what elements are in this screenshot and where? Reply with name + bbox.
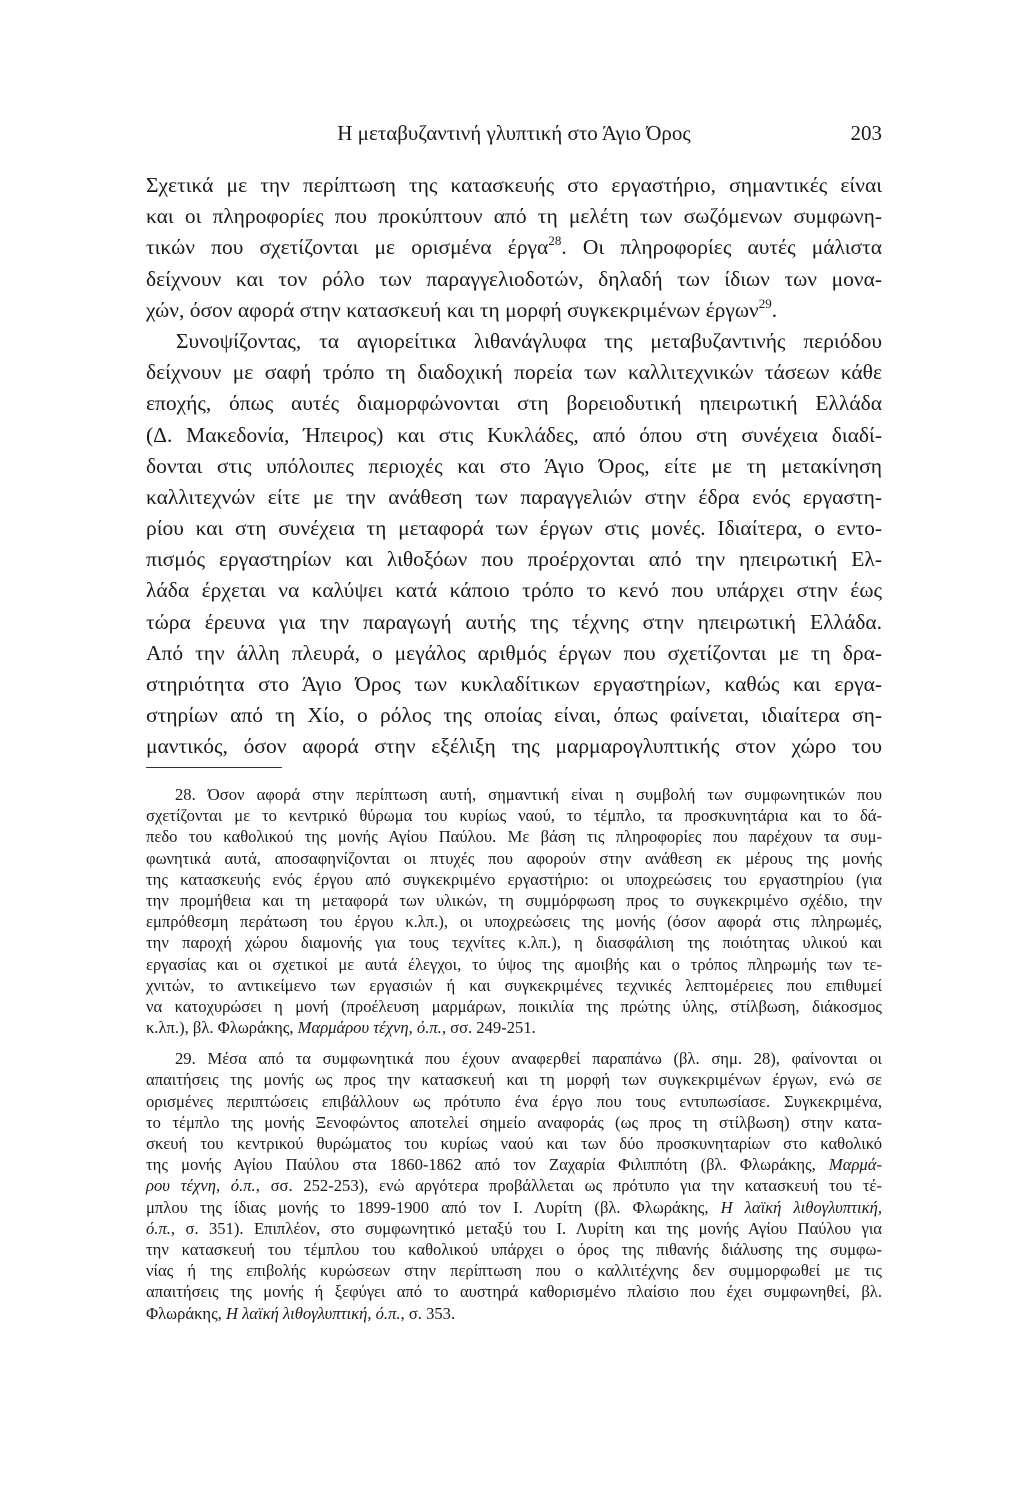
footnote-line: την παροχή χώρου διαμονής για τους τεχνίτες κ.λπ.), η διασφάλιση της ποιότητας υλικού και — [146, 933, 882, 953]
footnote-line: την κατασκευή του τέμπλου του καθολικού υπάρχει ο όρος της πιθανής διάλυσης της συμφω- — [146, 1239, 882, 1259]
text-line: λάδα έρχεται να καλύψει κατά κάποιο τρόπο το κενό που υπάρχει στην έως — [146, 578, 882, 603]
footnote-line: πεδο του καθολικού της μονής Αγίου Παύλου. Με βάση τις πληροφορίες που παρέχουν τα συμ- — [146, 827, 882, 847]
text-line: χών, όσον αφορά στην κατασκευή και τη μορφή συγκεκριμένων έργων$^{29}$. — [146, 295, 778, 322]
footnote-line: ό.π., σ. 351). Επιπλέον, στο συμφωνητικό μεταξύ του Ι. Λυρίτη και της μονής Αγίου Παύλου για — [146, 1218, 882, 1238]
footnote-line: το τέμπλο της μονής Ξενοφώντος αποτελεί σημείο αναφοράς (ως προς τη στίλβωση) στην κατα- — [146, 1112, 882, 1132]
footnote-line: ορισμένες περιπτώσεις επιβάλλουν ως πρότυπο ένα έργο που τους εντυπωσίασε. Συγκεκριμένα, — [146, 1091, 882, 1111]
footnote-line: την προμήθεια και τη μεταφορά των υλικών, τη συμμόρφωση προς το συγκεκριμένο σχέδιο, την — [146, 890, 882, 910]
footnote-line: ρου τέχνη, ό.π., σσ. 252-253), ενώ αργότερα προβάλλεται ως πρότυπο για την κατασκευή του τέ- — [146, 1176, 883, 1196]
text-line: μαντικός, όσον αφορά στην εξέλιξη της μαρμαρογλυπτικής στον χώρο του — [146, 734, 882, 759]
footnote-line: της μονής Αγίου Παύλου στα 1860-1862 από τον Ζαχαρία Φιλιππότη (βλ. Φλωράκης, Μαρμά- — [146, 1155, 882, 1175]
footnote-line: 29. Μέσα από τα συμφωνητικά που έχουν αναφερθεί παραπάνω (βλ. σημ. 28), φαίνονται οι — [175, 1049, 882, 1069]
page-number: 203 — [850, 121, 882, 145]
footnote-line: κ.λπ.), βλ. Φλωράκης, Μαρμάρου τέχνη, ό.π., σσ. 249-251. — [146, 1018, 536, 1038]
text-line: στηρίων από τη Χίο, ο ρόλος της οποίας είναι, όπως φαίνεται, ιδιαίτερα ση- — [146, 703, 882, 728]
footnote-ref-28[interactable]: 28 — [548, 233, 562, 249]
text-line: πισμός εργαστηρίων και λιθοξόων που προέρχονται από την ηπειρωτική Ελ- — [146, 547, 882, 572]
text-line: εποχής, όπως αυτές διαμορφώνονται στη βορειοδυτική ηπειρωτική Ελλάδα — [146, 391, 882, 416]
footnote-line: εμπρόθεσμη περάτωση του έργου κ.λπ.), οι υποχρεώσεις της μονής (όσον αφορά στις πληρωμές, — [146, 912, 882, 932]
text-line: και οι πληροφορίες που προκύπτουν από τη μελέτη των σωζόμενων συμφωνη- — [146, 204, 882, 229]
footnote-line: φωνητικά αυτά, αποσαφηνίζονται οι πτυχές που αφορούν στην ανάθεση εκ μέρους της μονής — [146, 848, 882, 868]
text-line: (Δ. Μακεδονία, Ήπειρος) και στις Κυκλάδες, από όπου στη συνέχεια διαδί- — [146, 422, 882, 447]
text-line: Συνοψίζοντας, τα αγιορείτικα λιθανάγλυφα της μεταβυζαντινής περιόδου — [176, 328, 882, 353]
footnote-line: σκευή του κεντρικού θυρώματος του κυρίως ναού και των δύο προσκυνηταρίων στο καθολικό — [146, 1134, 882, 1153]
footnote-line: Φλωράκης, Η λαϊκή λιθογλυπτική, ό.π., σ. 353. — [146, 1303, 456, 1323]
text-line: ρίου και στη συνέχεια τη μεταφορά των έργων στις μονές. Ιδιαίτερα, ο εντο- — [146, 516, 882, 541]
footnote-line: σχετίζονται με το κεντρικό θύρωμα του κυρίως ναού, το τέμπλο, τα προσκυνητάρια και το δά- — [146, 806, 882, 826]
main-text — [146, 170, 882, 763]
text-line: καλλιτεχνών είτε με την ανάθεση των παραγγελιών στην έδρα ενός εργαστη- — [146, 484, 882, 509]
footnote-separator — [146, 767, 282, 768]
text-line: Από την άλλη πλευρά, ο μεγάλος αριθμός έργων που σχετίζονται με τη δρα- — [146, 640, 882, 665]
footnote-line: απαιτήσεις της μονής ως προς την κατασκευή και τη μορφή των συγκεκριμένων έργων, ενώ σε — [146, 1070, 882, 1090]
text-line: Σχετικά με την περίπτωση της κατασκευής στο εργαστήριο, σημαντικές είναι — [146, 173, 882, 197]
footnote-ref-29[interactable]: 29 — [758, 295, 772, 311]
footnote-29 — [146, 1048, 882, 1323]
text-line: δείχνουν με σαφή τρόπο τη διαδοχική πορεία των καλλιτεχνικών τάσεων κάθε — [146, 360, 882, 385]
footnote-line: εργασίας και οι σχετικοί με αυτά έλεγχοι, το ύψος της αμοιβής και ο τρόπος πληρωμής των τε- — [146, 954, 882, 974]
footnote-line: χνιτών, το αντικείμενο των εργασιών ή και συγκεκριμένες τεχνικές λεπτομέρειες που επιθυμεί — [146, 975, 882, 995]
running-title: Η μεταβυζαντινή γλυπτική στο Άγιο Όρος — [337, 121, 691, 145]
footnote-line: της κατασκευής ενός έργου από συγκεκριμένο εργαστήριο: οι υποχρεώσεις του εργαστηρίου (για — [146, 869, 882, 889]
footnote-line: απαιτήσεις της μονής ή ξεφύγει από το αυστηρά καθορισμένο πλαίσιο που έχει συμφωνηθεί, βλ. — [146, 1282, 882, 1302]
footnote-28 — [146, 784, 882, 1038]
text-line: τικών που σχετίζονται με ορισμένα έργα$^{28}$. Οι πληροφορίες αυτές μάλιστα — [146, 233, 882, 260]
footnote-line: 28. Όσον αφορά στην περίπτωση αυτή, σημαντική είναι η συμβολή των συμφωνητικών που — [175, 785, 882, 804]
running-header — [146, 118, 882, 148]
footnote-line: νίας ή της επιβολής κυρώσεων στην περίπτωση που ο καλλιτέχνης δεν συμμορφωθεί με τις — [146, 1261, 882, 1281]
text-line: τώρα έρευνα για την παραγωγή αυτής της τέχνης στην ηπειρωτική Ελλάδα. — [146, 609, 882, 634]
text-line: στηριότητα στο Άγιο Όρος των κυκλαδίτικων εργαστηρίων, καθώς και εργα- — [146, 672, 882, 696]
text-line: δείχνουν και τον ρόλο των παραγγελιοδοτών, δηλαδή των ίδιων των μονα- — [146, 266, 882, 291]
footnote-line: να κατοχυρώσει η μονή (προέλευση μαρμάρων, ποικιλία της πρώτης ύλης, στίλβωση, διάκοσμος — [146, 996, 882, 1016]
footnotes — [146, 784, 882, 1324]
footnote-line: μπλου της ίδιας μονής το 1899-1900 από τον Ι. Λυρίτη (βλ. Φλωράκης, Η λαϊκή λιθογλυπτική, — [146, 1197, 882, 1217]
text-line: δονται στις υπόλοιπες περιοχές και στο Άγιο Όρος, είτε με τη μετακίνηση — [146, 453, 882, 478]
